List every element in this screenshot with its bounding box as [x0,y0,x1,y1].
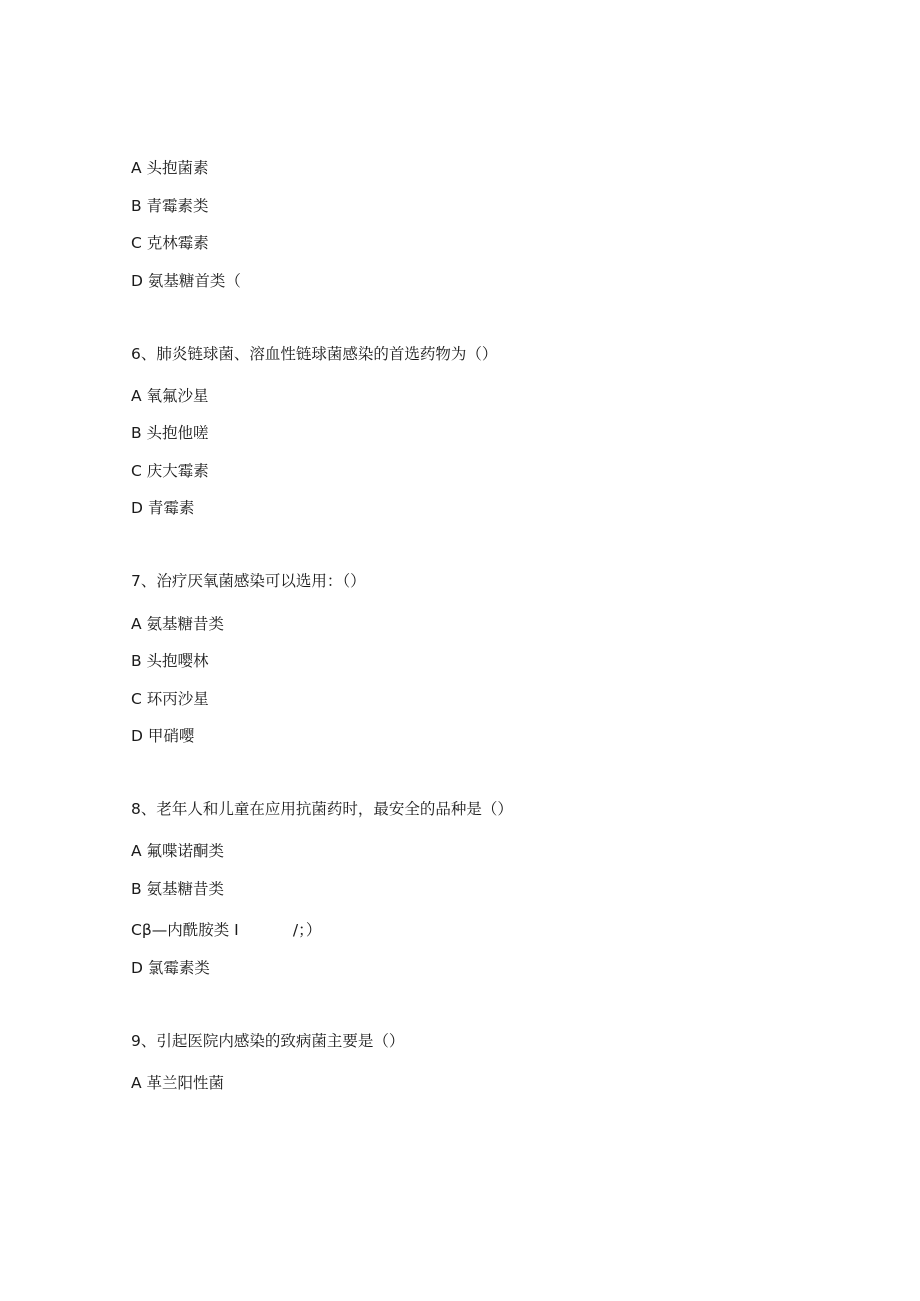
q8-option-d: D 氯霉素类 [131,959,210,977]
q5-option-a: A 头抱菌素 [131,159,209,177]
q6-question: 6、肺炎链球菌、溶血性链球菌感染的首选药物为（） [131,345,498,363]
q7-option-d: D 甲硝嘤 [131,727,195,745]
q8-option-c: Cβ—内酰胺类 I /；） [131,921,322,939]
q8-option-b: B 氨基糖昔类 [131,880,225,898]
q9-question: 9、引起医院内感染的致病菌主要是（） [131,1032,405,1050]
q9-option-a: A 革兰阳性菌 [131,1074,225,1092]
q6-option-d: D 青霉素 [131,499,195,517]
q8-option-a: A 氟喋诺酮类 [131,842,225,860]
q7-question: 7、治疗厌氧菌感染可以选用：（） [131,572,366,590]
q7-option-c: C 环丙沙星 [131,690,209,708]
q6-option-c: C 庆大霉素 [131,462,209,480]
q7-option-b: B 头抱嘤林 [131,652,209,670]
q8-question: 8、老年人和儿童在应用抗菌药时，最安全的品种是（） [131,800,513,818]
q6-option-b: B 头抱他嗟 [131,424,209,442]
q5-option-d: D 氨基糖首类（ [131,272,241,290]
q5-option-b: B 青霉素类 [131,197,209,215]
q6-option-a: A 氧氟沙星 [131,387,209,405]
q5-option-c: C 克林霉素 [131,234,209,252]
q7-option-a: A 氨基糖昔类 [131,615,225,633]
